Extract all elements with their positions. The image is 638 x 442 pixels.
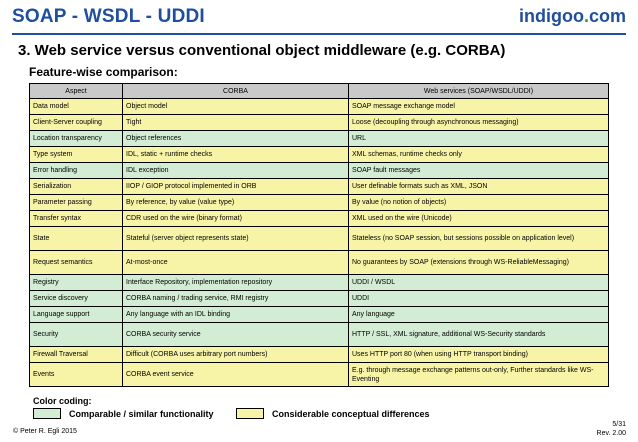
cell-aspect: Transfer syntax <box>30 211 123 227</box>
cell-corba: CORBA naming / trading service, RMI registry <box>123 291 349 307</box>
table-row <box>30 323 609 347</box>
brand-name: indigoo <box>518 6 584 26</box>
slide-subtitle: Feature-wise comparison: <box>29 65 178 79</box>
comparison-table <box>29 83 609 387</box>
cell-corba: IIOP / GIOP protocol implemented in ORB <box>123 179 349 195</box>
cell-web-services: XML used on the wire (Unicode) <box>349 211 609 227</box>
cell-web-services: UDDI / WSDL <box>349 275 609 291</box>
table-row <box>30 275 609 291</box>
cell-corba: Stateful (server object represents state) <box>123 227 349 251</box>
cell-web-services: Stateless (no SOAP session, but sessions possible on application level) <box>349 227 609 251</box>
cell-corba: CORBA security service <box>123 323 349 347</box>
cell-aspect: Location transparency <box>30 131 123 147</box>
cell-web-services: SOAP message exchange model <box>349 99 609 115</box>
cell-web-services: Any language <box>349 307 609 323</box>
cell-aspect: Events <box>30 363 123 387</box>
cell-aspect: State <box>30 227 123 251</box>
legend-item-similar <box>33 408 214 419</box>
cell-corba: Difficult (CORBA uses arbitrary port numbers) <box>123 347 349 363</box>
table-row <box>30 163 609 179</box>
table-row <box>30 179 609 195</box>
cell-web-services: By value (no notion of objects) <box>349 195 609 211</box>
table-row <box>30 347 609 363</box>
cell-aspect: Service discovery <box>30 291 123 307</box>
cell-web-services: User definable formats such as XML, JSON <box>349 179 609 195</box>
table-row <box>30 251 609 275</box>
table-row <box>30 195 609 211</box>
column-header-web-services: Web services (SOAP/WSDL/UDDI) <box>349 84 609 99</box>
cell-aspect: Request semantics <box>30 251 123 275</box>
cell-aspect: Data model <box>30 99 123 115</box>
page-number <box>597 420 626 438</box>
slide-title: 3. Web service versus conventional object middleware (e.g. CORBA) <box>18 42 506 59</box>
cell-corba: IDL exception <box>123 163 349 179</box>
cell-aspect: Serialization <box>30 179 123 195</box>
cell-corba: CDR used on the wire (binary format) <box>123 211 349 227</box>
cell-corba: CORBA event service <box>123 363 349 387</box>
cell-aspect: Security <box>30 323 123 347</box>
cell-aspect: Client-Server coupling <box>30 115 123 131</box>
cell-web-services: Loose (decoupling through asynchronous messaging) <box>349 115 609 131</box>
revision: Rev. 2.00 <box>596 430 626 437</box>
column-header-aspect: Aspect <box>30 84 123 99</box>
cell-corba: Tight <box>123 115 349 131</box>
brand-tld: com <box>588 6 626 26</box>
cell-aspect: Firewall Traversal <box>30 347 123 363</box>
cell-web-services: URL <box>349 131 609 147</box>
cell-web-services: HTTP / SSL, XML signature, additional WS-Security standards <box>349 323 609 347</box>
table-row <box>30 307 609 323</box>
cell-web-services: E.g. through message exchange patterns out-only, Further standards like WS-Eventing <box>349 363 609 387</box>
legend-label-similar: Comparable / similar functionality <box>69 408 214 419</box>
cell-web-services: Uses HTTP port 80 (when using HTTP transport binding) <box>349 347 609 363</box>
cell-aspect: Type system <box>30 147 123 163</box>
cell-web-services: SOAP fault messages <box>349 163 609 179</box>
page-count: 5/31 <box>612 421 626 428</box>
header-title: SOAP - WSDL - UDDI <box>12 6 205 27</box>
table-row <box>30 147 609 163</box>
cell-web-services: No guarantees by SOAP (extensions through WS-ReliableMessaging) <box>349 251 609 275</box>
table-row <box>30 115 609 131</box>
cell-corba: IDL, static + runtime checks <box>123 147 349 163</box>
cell-corba: At-most-once <box>123 251 349 275</box>
column-header-corba: CORBA <box>123 84 349 99</box>
cell-corba: Object model <box>123 99 349 115</box>
cell-aspect: Parameter passing <box>30 195 123 211</box>
legend-item-differences <box>236 408 430 419</box>
cell-aspect: Registry <box>30 275 123 291</box>
legend-title: Color coding: <box>33 396 92 406</box>
legend-swatch-differences <box>236 408 264 419</box>
table-row <box>30 99 609 115</box>
cell-web-services: UDDI <box>349 291 609 307</box>
legend-swatch-similar <box>33 408 61 419</box>
cell-corba: By reference, by value (value type) <box>123 195 349 211</box>
cell-aspect: Language support <box>30 307 123 323</box>
cell-corba: Object references <box>123 131 349 147</box>
legend-label-differences: Considerable conceptual differences <box>272 408 430 419</box>
table-row <box>30 211 609 227</box>
cell-corba: Any language with an IDL binding <box>123 307 349 323</box>
cell-web-services: XML schemas, runtime checks only <box>349 147 609 163</box>
table-header-row <box>30 84 609 99</box>
header-divider <box>12 33 626 35</box>
cell-aspect: Error handling <box>30 163 123 179</box>
brand-logo <box>519 6 626 27</box>
footer-copyright: © Peter R. Egli 2015 <box>13 428 77 435</box>
brand-dot: . <box>583 6 589 26</box>
table-row <box>30 291 609 307</box>
table-row <box>30 227 609 251</box>
cell-corba: Interface Repository, implementation repository <box>123 275 349 291</box>
table-row <box>30 363 609 387</box>
table-row <box>30 131 609 147</box>
